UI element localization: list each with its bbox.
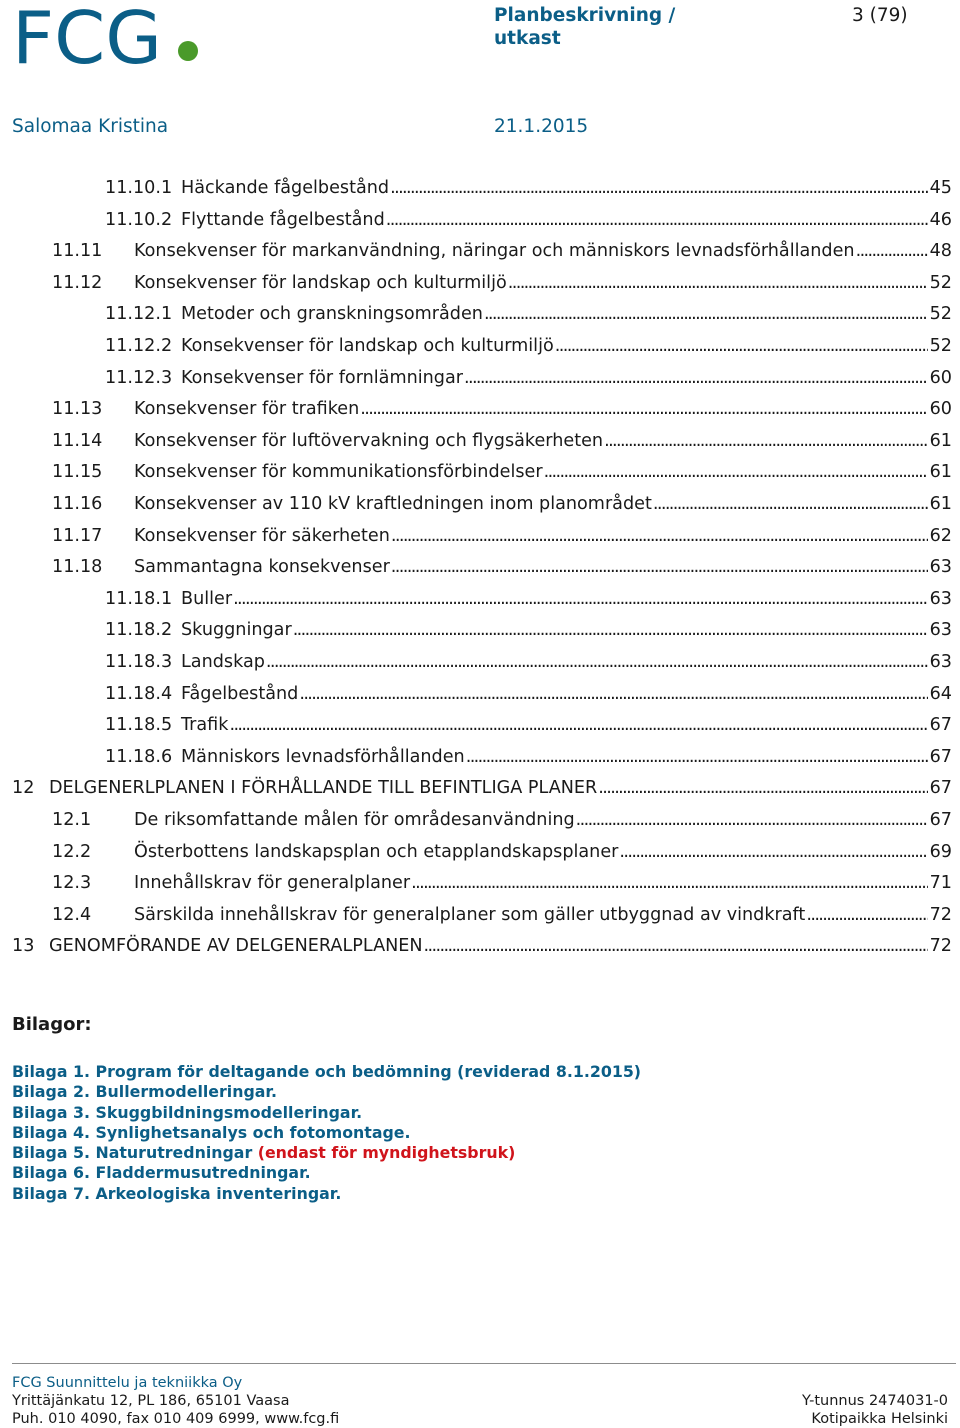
toc-entry-page: 67 (929, 778, 952, 799)
toc-entry-number: 11.18.6 (105, 746, 173, 767)
toc-entry-page: 60 (929, 367, 952, 388)
toc-entry[interactable] (105, 178, 952, 210)
attachment-item (12, 1184, 641, 1204)
toc-entry-number: 11.10.1 (105, 178, 173, 198)
toc-entry-title: Människors levnadsförhållanden (181, 746, 465, 767)
attachment-title: Bilaga 1. Program för deltagande och bedömning (reviderad 8.1.2015) (12, 1062, 642, 1081)
toc-entry-number: 12 (12, 778, 35, 799)
toc-entry-page: 52 (929, 304, 952, 325)
toc-dot-leader (299, 684, 927, 704)
toc-entry-title: Landskap (181, 652, 265, 672)
toc-entry[interactable] (105, 652, 952, 684)
attachment-title: Bilaga 4. Synlighetsanalys och fotomontage. (12, 1122, 411, 1142)
toc-entry-title: Särskilda innehållskrav för generalplaner som gäller utbyggnad av vindkraft (134, 904, 806, 925)
toc-entry-title: Trafik (181, 715, 229, 736)
toc-entry[interactable] (105, 210, 952, 242)
toc-entry-page: 46 (929, 209, 952, 230)
toc-dot-leader (544, 462, 928, 482)
toc-entry-title: Sammantagna konsekvenser (134, 557, 390, 578)
toc-dot-leader (229, 715, 927, 735)
attachment-item (12, 1103, 641, 1123)
attachment-item (12, 1123, 641, 1143)
footer-domicile: Kotipaikka Helsinki (811, 1411, 948, 1427)
toc-dot-leader (293, 620, 928, 640)
toc-entry[interactable] (105, 368, 952, 400)
toc-entry-page: 62 (929, 525, 952, 546)
toc-entry-page: 67 (929, 810, 952, 830)
toc-dot-leader (555, 336, 928, 356)
toc-entry-number: 11.12.1 (105, 304, 173, 325)
toc-entry-title: Skuggningar (181, 620, 292, 641)
toc-entry-number: 13 (12, 936, 35, 957)
toc-entry[interactable] (52, 273, 952, 305)
toc-entry-number: 11.18.5 (105, 715, 173, 736)
toc-entry-number: 11.14 (52, 430, 103, 451)
toc-entry-title: Konsekvenser för markanvändning, näringar och människors levnadsförhållanden (134, 241, 855, 262)
attachment-note: (endast för myndighetsbruk) (257, 1143, 516, 1163)
toc-entry[interactable] (52, 494, 952, 526)
toc-dot-leader (424, 936, 928, 956)
fcg-logo (12, 4, 198, 68)
toc-entry-title: Konsekvenser för kommunikationsförbindelser (134, 462, 543, 483)
toc-entry-number: 11.18.4 (105, 683, 173, 704)
toc-entry-number: 11.16 (52, 494, 103, 514)
toc-entry[interactable] (105, 715, 952, 747)
toc-entry[interactable] (52, 810, 952, 842)
footer-phone: Puh. 010 4090, fax 010 409 6999, www.fcg.fi (12, 1411, 340, 1427)
toc-entry-number: 12.3 (52, 873, 92, 894)
toc-entry[interactable] (52, 399, 952, 431)
toc-entry-title: Konsekvenser för trafiken (134, 399, 360, 420)
toc-entry[interactable] (12, 778, 952, 810)
toc-entry-number: 11.18.1 (105, 588, 173, 609)
toc-dot-leader (619, 842, 927, 862)
toc-entry[interactable] (105, 336, 952, 368)
toc-dot-leader (390, 178, 928, 198)
toc-entry[interactable] (105, 304, 952, 336)
attachment-title: Bilaga 5. Naturutredningar (12, 1143, 258, 1163)
toc-entry-page: 67 (929, 715, 952, 736)
toc-dot-leader (391, 526, 928, 546)
author-name: Salomaa Kristina (12, 116, 169, 137)
toc-entry-page: 60 (929, 399, 952, 420)
toc-entry-page: 63 (929, 588, 952, 609)
toc-dot-leader (806, 905, 927, 925)
document-date: 21.1.2015 (494, 116, 589, 137)
toc-entry-title: Konsekvenser för landskap och kulturmiljö (181, 336, 554, 356)
toc-entry-page: 61 (929, 494, 952, 514)
toc-entry-title: GENOMFÖRANDE AV DELGENERALPLANEN (49, 936, 423, 957)
attachment-title: Bilaga 3. Skuggbildningsmodelleringar. (12, 1102, 363, 1122)
toc-entry-page: 63 (929, 557, 952, 578)
toc-entry-title: Konsekvenser för säkerheten (134, 525, 390, 546)
toc-entry[interactable] (52, 873, 952, 905)
toc-entry-title: Innehållskrav för generalplaner (134, 873, 411, 894)
toc-entry-number: 11.15 (52, 462, 103, 483)
toc-entry-title: Buller (181, 588, 233, 609)
toc-entry-number: 11.13 (52, 399, 103, 420)
footer-ytunnus: Y-tunnus 2474031-0 (801, 1393, 948, 1409)
toc-entry-number: 12.4 (52, 904, 92, 925)
toc-entry-title: Konsekvenser för luftövervakning och flygsäkerheten (134, 430, 604, 451)
toc-entry-number: 11.12 (52, 272, 103, 293)
toc-entry[interactable] (105, 747, 952, 779)
toc-entry-title: Konsekvenser för fornlämningar (181, 367, 463, 388)
toc-entry-page: 61 (929, 430, 952, 451)
toc-dot-leader (466, 747, 928, 767)
attachments-list (12, 1062, 641, 1204)
attachment-item (12, 1143, 641, 1163)
toc-entry-page: 72 (929, 936, 952, 957)
toc-entry-page: 63 (929, 652, 952, 672)
toc-entry[interactable] (12, 936, 952, 968)
page-number: 3 (79) (852, 5, 908, 26)
toc-dot-leader (464, 368, 928, 388)
attachment-title: Bilaga 7. Arkeologiska inventeringar. (12, 1183, 342, 1203)
toc-entry-number: 11.18 (52, 557, 103, 578)
toc-entry[interactable] (52, 557, 952, 589)
toc-entry-page: 48 (929, 241, 952, 262)
toc-entry-title: DELGENERLPLANEN I FÖRHÅLLANDE TILL BEFINTLIGA PLANER (49, 778, 598, 799)
attachments-heading: Bilagor: (12, 1014, 92, 1035)
toc-entry-page: 52 (929, 336, 952, 356)
toc-dot-leader (386, 210, 928, 230)
toc-entry-number: 11.18.2 (105, 620, 173, 641)
toc-dot-leader (856, 241, 928, 261)
toc-entry-page: 63 (929, 620, 952, 641)
toc-entry[interactable] (52, 842, 952, 874)
toc-entry[interactable] (52, 526, 952, 558)
toc-entry-page: 67 (929, 746, 952, 767)
toc-entry-page: 52 (929, 272, 952, 293)
toc-entry-number: 11.11 (52, 241, 103, 262)
toc-entry[interactable] (105, 620, 952, 652)
attachment-item (12, 1062, 641, 1082)
footer-company: FCG Suunnittelu ja tekniikka Oy (12, 1375, 243, 1391)
attachment-title: Bilaga 2. Bullermodelleringar. (12, 1082, 277, 1102)
toc-entry-page: 45 (929, 178, 952, 198)
toc-entry-number: 11.10.2 (105, 209, 173, 230)
toc-dot-leader (360, 399, 927, 419)
toc-entry-page: 72 (929, 904, 952, 925)
footer-address: Yrittäjänkatu 12, PL 186, 65101 Vaasa (12, 1393, 290, 1409)
toc-dot-leader (484, 304, 928, 324)
toc-dot-leader (604, 431, 928, 451)
toc-entry-title: Flyttande fågelbestånd (181, 209, 385, 230)
toc-entry-title: Metoder och granskningsområden (181, 304, 483, 325)
toc-entry[interactable] (105, 589, 952, 621)
toc-entry[interactable] (52, 905, 952, 937)
logo-green-dot (178, 41, 198, 61)
toc-dot-leader (653, 494, 928, 514)
document-title: Planbeskrivning / utkast (494, 5, 676, 49)
toc-entry[interactable] (52, 462, 952, 494)
toc-dot-leader (576, 810, 928, 830)
toc-entry-number: 12.2 (52, 841, 92, 862)
toc-dot-leader (598, 778, 927, 798)
toc-entry-title: Konsekvenser av 110 kV kraftledningen inom planområdet (134, 494, 652, 514)
toc-entry-number: 11.12.3 (105, 367, 173, 388)
toc-dot-leader (508, 273, 928, 293)
toc-entry[interactable] (105, 684, 952, 716)
toc-dot-leader (233, 589, 928, 609)
toc-entry-number: 11.17 (52, 525, 103, 546)
toc-entry-number: 12.1 (52, 810, 92, 830)
toc-entry-title: De riksomfattande målen för områdesanvändning (134, 810, 575, 830)
footer-divider (12, 1363, 956, 1364)
fcg-logo-text: FCG (12, 4, 162, 68)
toc-entry[interactable] (52, 431, 952, 463)
toc-dot-leader (266, 652, 928, 672)
page-footer (12, 1374, 948, 1428)
toc-entry[interactable] (52, 241, 952, 273)
toc-entry-number: 11.18.3 (105, 652, 173, 672)
toc-entry-title: Häckande fågelbestånd (181, 178, 390, 198)
toc-entry-title: Österbottens landskapsplan och etapplandskapsplaner (134, 841, 619, 862)
toc-entry-page: 71 (929, 873, 952, 894)
toc-dot-leader (391, 557, 928, 577)
toc-entry-page: 61 (929, 462, 952, 483)
toc-entry-page: 64 (929, 683, 952, 704)
attachment-title: Bilaga 6. Fladdermusutredningar. (12, 1163, 311, 1183)
attachment-item (12, 1163, 641, 1183)
toc-entry-number: 11.12.2 (105, 336, 173, 356)
attachment-item (12, 1082, 641, 1102)
toc-entry-title: Fågelbestånd (181, 683, 299, 704)
toc-entry-title: Konsekvenser för landskap och kulturmiljö (134, 272, 507, 293)
toc-entry-page: 69 (929, 841, 952, 862)
toc-dot-leader (411, 873, 928, 893)
